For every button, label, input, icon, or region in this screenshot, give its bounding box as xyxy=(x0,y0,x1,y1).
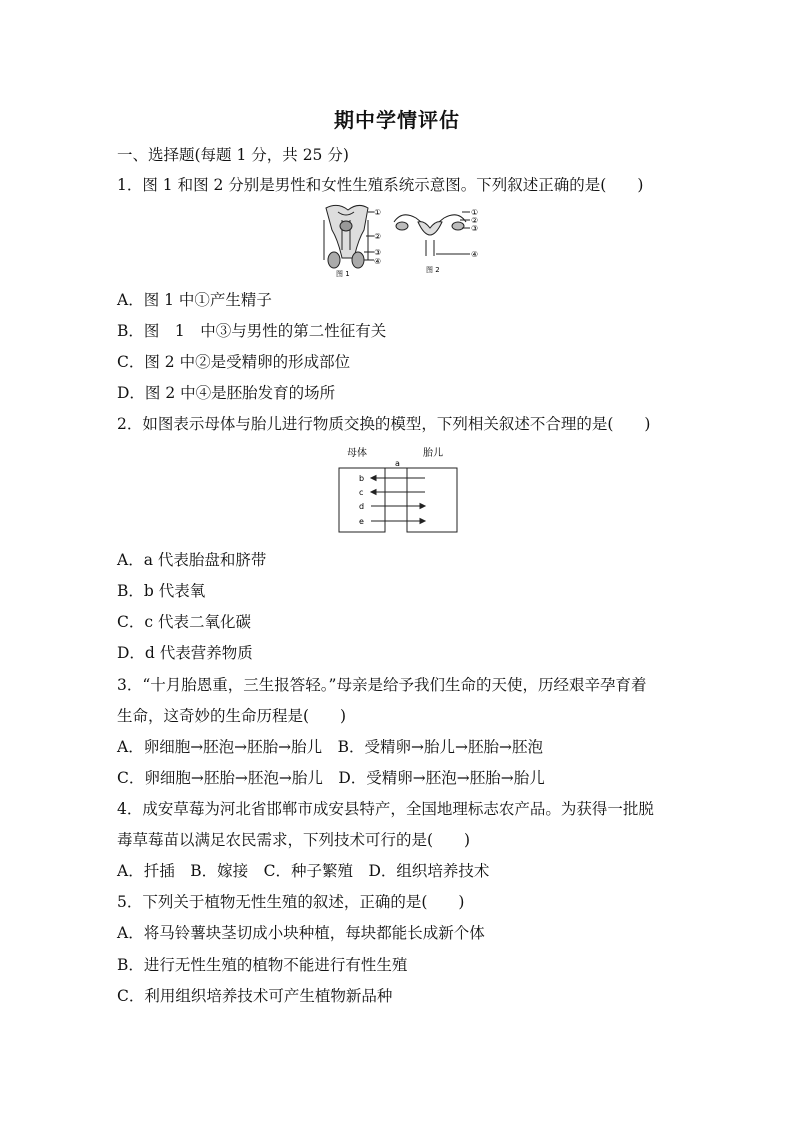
fig2-label-1: ① xyxy=(471,208,479,217)
figure-material-exchange xyxy=(335,444,465,536)
fig1-label-3: ③ xyxy=(374,248,382,257)
question-2-option-d: D．d 代表营养物质 xyxy=(117,644,253,662)
question-3-options-row1: A．卵细胞→胚泡→胚胎→胎儿 B．受精卵→胎儿→胚胎→胚泡 xyxy=(117,738,544,756)
page-title: 期中学情评估 xyxy=(334,108,460,132)
fig-label-a: a xyxy=(395,459,400,468)
figure-reproductive-systems xyxy=(318,200,488,280)
question-1-option-d: D．图 2 中④是胚胎发育的场所 xyxy=(117,384,336,402)
question-2-stem: 2．如图表示母体与胎儿进行物质交换的模型，下列相关叙述不合理的是( ) xyxy=(117,415,651,433)
fig2-label-3: ③ xyxy=(471,224,479,233)
fig-label-e: e xyxy=(359,517,364,526)
fig2-label-4: ④ xyxy=(471,250,479,259)
fig1-label-2: ② xyxy=(374,232,382,241)
fig-label-b: b xyxy=(359,474,365,483)
question-4-stem-line1: 4．成安草莓为河北省邯郸市成安县特产，全国地理标志农产品。为获得一批脱 xyxy=(117,800,654,818)
question-1-option-a: A．图 1 中①产生精子 xyxy=(117,291,272,309)
question-3-options-row2: C．卵细胞→胚胎→胚泡→胎儿 D．受精卵→胚泡→胚胎→胎儿 xyxy=(117,769,545,787)
fig-label-c: c xyxy=(359,488,364,497)
fig1-label-1: ① xyxy=(374,208,382,217)
question-1-option-b: B．图 1 中③与男性的第二性征有关 xyxy=(117,322,387,340)
male-reproductive-diagram xyxy=(324,205,374,268)
question-5-stem: 5．下列关于植物无性生殖的叙述，正确的是( ) xyxy=(117,893,465,911)
question-2-option-a: A．a 代表胎盘和脐带 xyxy=(117,551,267,569)
question-2-option-c: C．c 代表二氧化碳 xyxy=(117,613,251,631)
question-1-stem: 1．图 1 和图 2 分别是男性和女性生殖系统示意图。下列叙述正确的是( ) xyxy=(117,176,644,194)
fig-label-fetus: 胎儿 xyxy=(423,448,443,459)
question-5-option-a: A．将马铃薯块茎切成小块种植，每块都能长成新个体 xyxy=(117,924,485,942)
question-1-option-c: C．图 2 中②是受精卵的形成部位 xyxy=(117,353,351,371)
section-heading: 一、选择题(每题 1 分，共 25 分) xyxy=(117,146,349,164)
question-4-options: A．扦插 B．嫁接 C．种子繁殖 D．组织培养技术 xyxy=(117,862,490,880)
fig2-label-2: ② xyxy=(471,216,479,225)
question-3-stem-line2: 生命，这奇妙的生命历程是( ) xyxy=(117,707,347,725)
fig-label-mother: 母体 xyxy=(347,448,367,459)
question-5-option-b: B．进行无性生殖的植物不能进行有性生殖 xyxy=(117,956,408,974)
female-reproductive-diagram xyxy=(394,212,470,256)
fig1-caption: 图 1 xyxy=(336,270,350,278)
fig1-label-4: ④ xyxy=(374,257,382,266)
question-2-option-b: B．b 代表氧 xyxy=(117,582,206,600)
fig2-caption: 图 2 xyxy=(426,266,440,274)
question-5-option-c: C．利用组织培养技术可产生植物新品种 xyxy=(117,987,393,1005)
question-4-stem-line2: 毒草莓苗以满足农民需求，下列技术可行的是( ) xyxy=(117,831,471,849)
question-3-stem-line1: 3．“十月胎恩重，三生报答轻。”母亲是给予我们生命的天使，历经艰辛孕育着 xyxy=(117,676,647,694)
fig-label-d: d xyxy=(359,502,365,511)
